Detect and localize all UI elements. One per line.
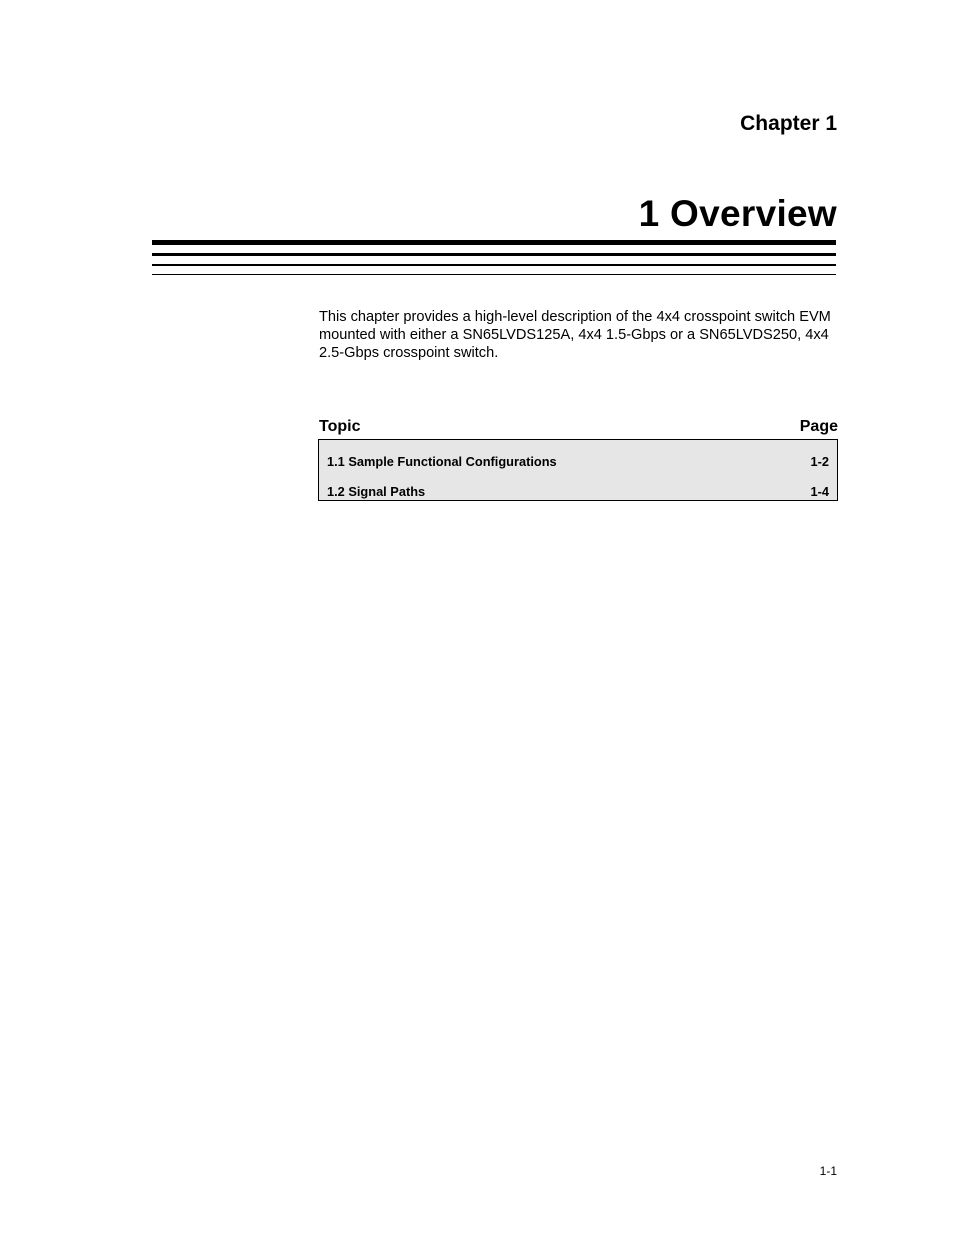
toc-entry-page: 1-4: [810, 484, 829, 499]
chapter-label: Chapter 1: [740, 112, 837, 135]
toc-box: [318, 439, 838, 501]
toc-header: [319, 418, 838, 436]
intro-paragraph: This chapter provides a high-level description of the 4x4 crosspoint switch EVM mounted with either a SN65LVDS125A, 4x4 1.5-Gbps or a SN65LVDS250, 4x4 2.5-Gbps crosspoint switch.: [319, 309, 831, 361]
title-rule-hairline: [152, 274, 836, 275]
toc-entry-page: 1-2: [810, 454, 829, 469]
toc-entry[interactable]: [327, 484, 829, 499]
title-rule-thick: [152, 240, 836, 245]
title-rule-medium: [152, 253, 836, 256]
chapter-title: 1 Overview: [638, 193, 837, 234]
title-rule-thin: [152, 264, 836, 266]
toc-entry-title[interactable]: 1.2 Signal Paths: [327, 484, 426, 499]
page-number: 1-1: [819, 1164, 837, 1178]
toc-entry-title[interactable]: 1.1 Sample Functional Configurations: [327, 454, 557, 469]
toc-page-header: Page: [799, 418, 838, 435]
toc-topic-header: Topic: [319, 418, 361, 435]
toc-entry[interactable]: [327, 454, 829, 469]
